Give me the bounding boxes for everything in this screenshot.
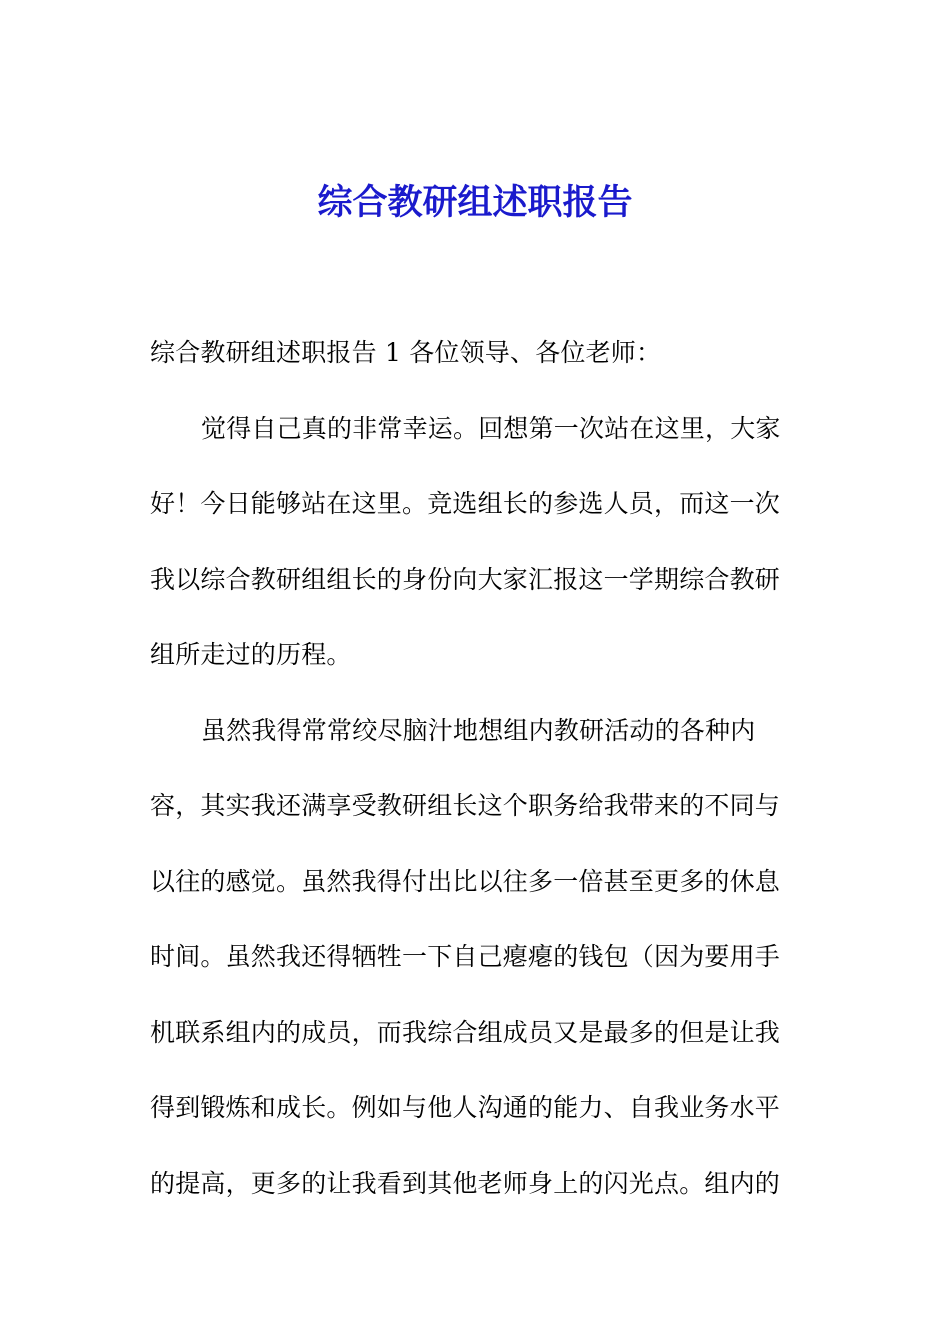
text-line: 综合教研组述职报告 1 各位领导、各位老师： [150,338,662,367]
text-line: 组所走过的历程。 [150,640,352,669]
text-line: 机联系组内的成员，而我综合组成员又是最多的但是让我 [150,1017,781,1047]
text-line: 得到锻炼和成长。例如与他人沟通的能力、自我业务水平 [150,1093,781,1122]
text-line: 好！今日能够站在这里。竞选组长的参选人员，而这一次 [150,489,781,518]
text-line: 时间。虽然我还得牺牲一下自己瘪瘪的钱包（因为要用手 [150,942,781,971]
text-line: 以往的感觉。虽然我得付出比以往多一倍甚至更多的休息 [150,866,781,896]
text-line: 虽然我得常常绞尽脑汁地想组内教研活动的各种内 [201,715,756,745]
text-line: 的提高，更多的让我看到其他老师身上的闪光点。组内的 [150,1168,781,1198]
text-line: 我以综合教研组组长的身份向大家汇报这一学期综合教研 [150,564,781,594]
document-title: 综合教研组述职报告 [317,182,633,223]
document-body [150,325,790,1231]
text-line: 容，其实我还满享受教研组长这个职务给我带来的不同与 [150,791,781,820]
text-line: 觉得自己真的非常幸运。回想第一次站在这里，大家 [201,413,781,443]
